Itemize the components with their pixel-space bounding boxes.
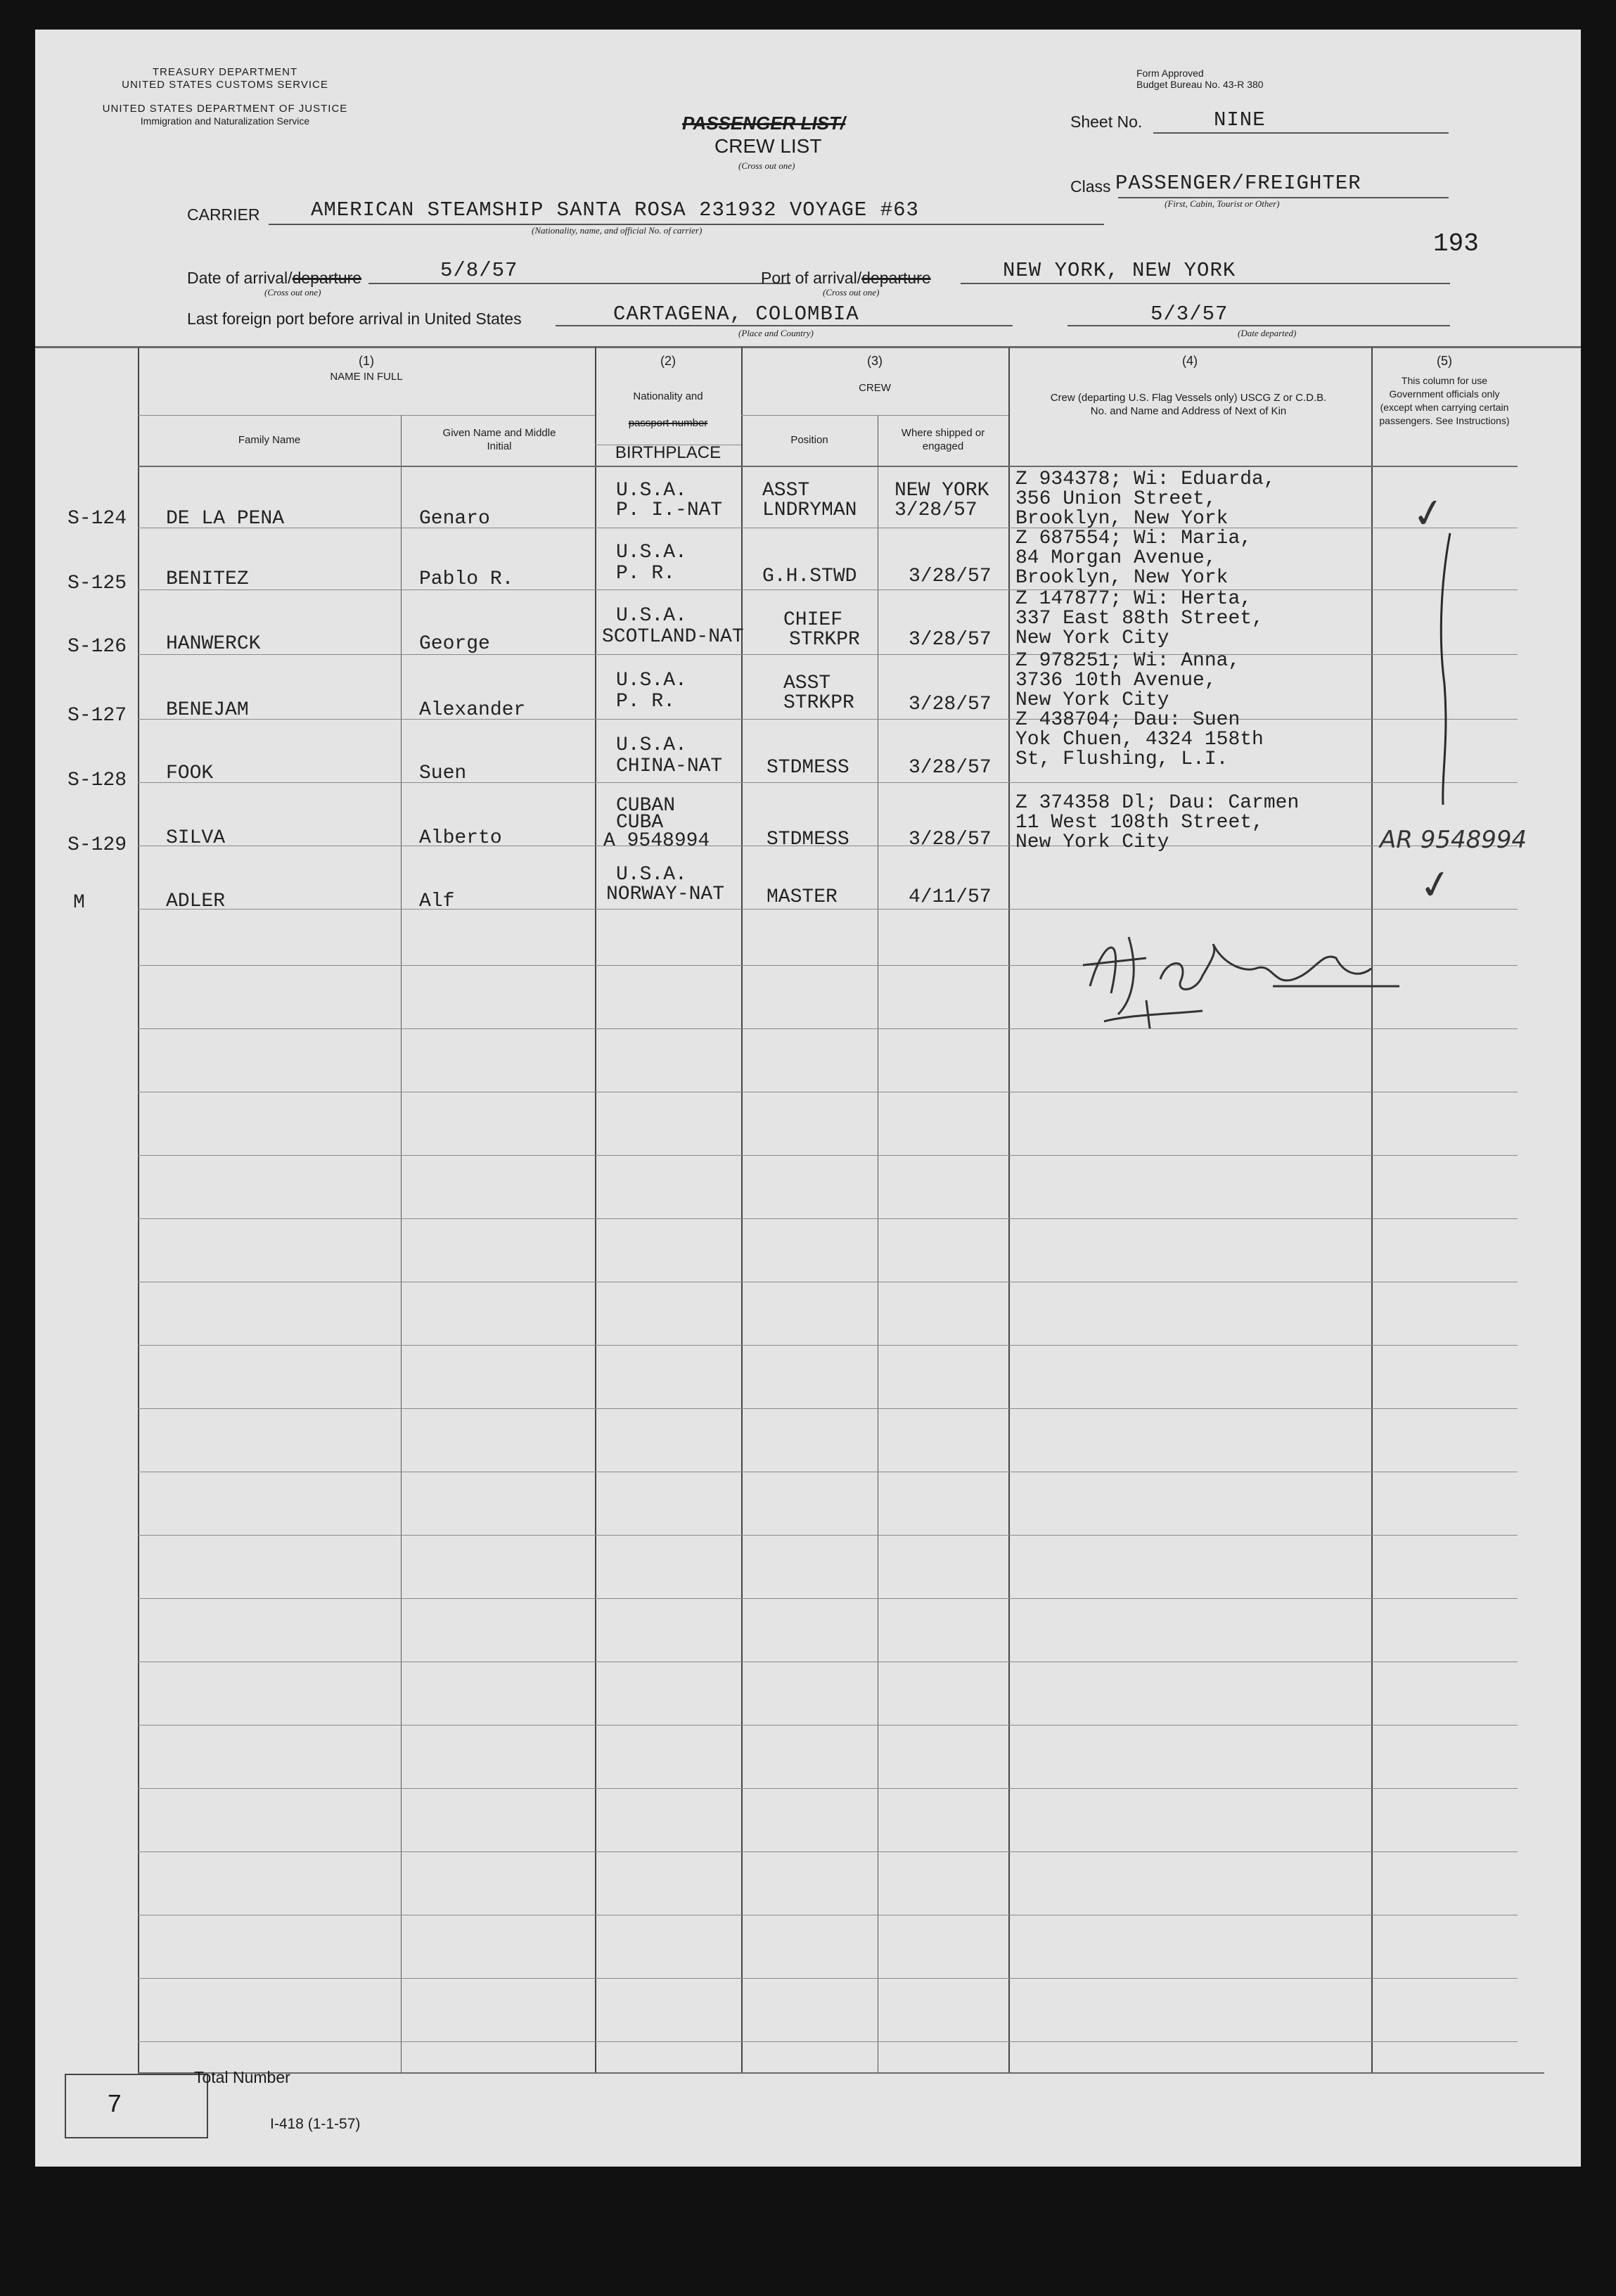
title-crew-list: CREW LIST <box>714 135 822 157</box>
nationality: U.S.A. <box>616 542 687 563</box>
bracket-mark-icon <box>1435 529 1456 810</box>
position: LNDRYMAN <box>762 499 857 521</box>
class-note: (First, Cabin, Tourist or Other) <box>1165 198 1280 209</box>
agency-treasury: TREASURY DEPARTMENT <box>152 66 298 78</box>
row-rule <box>138 1408 1518 1409</box>
signature-text: H. Ebaugh <box>1062 909 1065 910</box>
row-rule <box>138 589 1518 590</box>
shipped-date: 3/28/57 <box>909 566 992 587</box>
position: STDMESS <box>767 757 849 779</box>
where-shipped: NEW YORK <box>894 480 989 502</box>
row-code: S-129 <box>68 834 127 856</box>
departed-note: (Date departed) <box>1238 328 1297 338</box>
col3-num: (3) <box>867 354 883 368</box>
last-port-label: Last foreign port before arrival in United States <box>187 310 522 328</box>
kin-line1: Z 147877; Wi: Herta, <box>1015 588 1252 610</box>
last-port-note: (Place and Country) <box>738 328 814 338</box>
row-rule <box>138 1725 1518 1726</box>
row-rule <box>138 719 1518 720</box>
given-name: Suen <box>419 763 467 784</box>
given-name: Pablo R. <box>419 568 514 590</box>
shipped-date: 3/28/57 <box>909 829 992 850</box>
signature-image <box>1062 909 1428 1035</box>
position: MASTER <box>767 886 838 908</box>
row-code: M <box>73 892 85 914</box>
class-value: PASSENGER/FREIGHTER <box>1115 172 1361 195</box>
col1-title: NAME IN FULL <box>330 371 403 383</box>
col-given-name: Given Name and Middle Initial <box>442 427 556 452</box>
shipped-date: 4/11/57 <box>909 886 992 908</box>
kin-line1: Z 687554; Wi: Maria, <box>1015 528 1252 549</box>
kin-line3: Brooklyn, New York <box>1015 567 1229 589</box>
row-rule <box>138 1598 1518 1599</box>
col2-struck: passport number <box>628 417 708 429</box>
position-line1: ASST <box>783 672 831 694</box>
position: STRKPR <box>789 629 860 651</box>
port-value: NEW YORK, NEW YORK <box>1003 259 1236 282</box>
birthplace: NORWAY-NAT <box>606 884 725 905</box>
sheet-label: Sheet No. <box>1070 113 1143 131</box>
kin-line3: Brooklyn, New York <box>1015 508 1229 530</box>
kin-line3: New York City <box>1015 627 1169 649</box>
kin-line2: 356 Union Street, <box>1015 488 1217 510</box>
family-name: SILVA <box>166 827 226 849</box>
row-code: S-128 <box>68 770 127 791</box>
row-rule <box>138 782 1518 783</box>
date-note: (Cross out one) <box>264 287 321 298</box>
total-label: Total Number <box>194 2068 290 2086</box>
col4-num: (4) <box>1182 354 1198 368</box>
birthplace: CUBA <box>616 812 664 834</box>
position: STDMESS <box>767 829 849 850</box>
row-code: S-125 <box>68 573 127 594</box>
col-position: Position <box>790 434 828 446</box>
alien-number: A 9548994 <box>603 830 710 852</box>
col-family-name: Family Name <box>238 434 301 446</box>
row-rule <box>138 1218 1518 1219</box>
col1-num: (1) <box>359 354 374 368</box>
gov-note: AR 9548994 <box>1380 826 1527 854</box>
kin-line1: Z 374358 Dl; Dau: Carmen <box>1015 792 1300 814</box>
kin-line1: Z 438704; Dau: Suen <box>1015 709 1240 731</box>
kin-line2: 11 West 108th Street, <box>1015 812 1264 834</box>
nationality: U.S.A. <box>616 605 687 627</box>
nationality: U.S.A. <box>616 864 687 886</box>
kin-line2: 84 Morgan Avenue, <box>1015 547 1217 569</box>
row-rule <box>138 1978 1518 1979</box>
col2-title: Nationality and <box>633 390 703 402</box>
row-rule <box>138 1535 1518 1536</box>
family-name: HANWERCK <box>166 633 261 655</box>
col3-title: CREW <box>859 382 891 394</box>
total-value: 7 <box>107 2091 122 2119</box>
title-note: (Cross out one) <box>738 160 795 171</box>
family-name: ADLER <box>166 891 226 912</box>
date-label: Date of arrival/departure <box>187 269 362 287</box>
last-port-value: CARTAGENA, COLOMBIA <box>613 302 859 326</box>
row-rule <box>138 654 1518 655</box>
agency-ins: Immigration and Naturalization Service <box>140 115 310 127</box>
col2-birthplace: BIRTHPLACE <box>615 443 722 462</box>
port-label: Port of arrival/departure <box>761 269 931 287</box>
birthplace: SCOTLAND-NAT <box>602 626 744 648</box>
form-paper <box>35 30 1581 2167</box>
check-mark-icon: ✓ <box>1415 860 1456 911</box>
position-line1: ASST <box>762 480 810 502</box>
birthplace: P. I.-NAT <box>616 499 723 521</box>
nationality: U.S.A. <box>616 480 687 502</box>
birthplace: P. R. <box>616 563 676 585</box>
row-rule <box>138 1851 1518 1852</box>
family-name: FOOK <box>166 763 214 784</box>
row-rule <box>138 1155 1518 1156</box>
given-name: Alf <box>419 891 455 912</box>
given-name: Alexander <box>419 699 526 721</box>
kin-line2: 3736 10th Avenue, <box>1015 670 1217 691</box>
nationality: CUBAN <box>616 795 676 817</box>
given-name: George <box>419 633 490 655</box>
shipped-date: 3/28/57 <box>909 694 992 715</box>
row-rule <box>138 1788 1518 1789</box>
budget-bureau: Budget Bureau No. 43-R 380 <box>1136 79 1264 90</box>
title-passenger-list: PASSENGER LIST/ <box>682 113 846 134</box>
check-mark-icon: ✓ <box>1408 488 1449 540</box>
class-label: Class <box>1070 177 1111 196</box>
col-where-shipped: Where shipped or engaged <box>901 427 985 452</box>
shipped-date: 3/28/57 <box>909 757 992 779</box>
port-note: (Cross out one) <box>823 287 880 298</box>
family-name: BENEJAM <box>166 699 249 721</box>
kin-line1: Z 978251; Wi: Anna, <box>1015 650 1240 672</box>
position: G.H.STWD <box>762 566 857 587</box>
nationality: U.S.A. <box>616 734 687 756</box>
row-code: S-124 <box>68 508 127 530</box>
col2-num: (2) <box>660 354 676 368</box>
row-rule <box>138 1345 1518 1346</box>
row-code: S-127 <box>68 705 127 727</box>
kin-line1: Z 934378; Wi: Eduarda, <box>1015 468 1276 490</box>
total-box <box>65 2074 208 2138</box>
kin-line2: Yok Chuen, 4324 158th <box>1015 729 1264 751</box>
sheet-value: NINE <box>1214 108 1266 132</box>
position: STRKPR <box>783 692 854 714</box>
col4-title: Crew (departing U.S. Flag Vessels only) USCG Z or C.D.B. No. and Name and Address of Next of Kin <box>1050 392 1327 417</box>
carrier-value: AMERICAN STEAMSHIP SANTA ROSA 231932 VOYAGE #63 <box>311 198 919 222</box>
form-number: I-418 (1-1-57) <box>270 2116 361 2132</box>
col5-title: This column for use Government officials only (except when carrying certain passengers. See Instructions) <box>1379 375 1510 426</box>
row-code: S-126 <box>68 636 127 658</box>
table-bottom-rule <box>138 2072 1544 2074</box>
departed-value: 5/3/57 <box>1150 302 1229 326</box>
kin-line3: New York City <box>1015 689 1169 711</box>
col5-num: (5) <box>1437 354 1452 368</box>
date-value: 5/8/57 <box>440 259 518 282</box>
shipped-date: 3/28/57 <box>894 499 977 521</box>
birthplace: CHINA-NAT <box>616 755 723 777</box>
carrier-label: CARRIER <box>187 205 260 224</box>
family-name: BENITEZ <box>166 568 249 590</box>
nationality: U.S.A. <box>616 670 687 691</box>
kin-line2: 337 East 88th Street, <box>1015 608 1264 630</box>
form-approved: Form Approved <box>1136 68 1204 79</box>
kin-line3: New York City <box>1015 831 1169 853</box>
carrier-note: (Nationality, name, and official No. of carrier) <box>532 225 703 236</box>
row-rule <box>138 2041 1518 2042</box>
kin-line3: St, Flushing, L.I. <box>1015 748 1229 770</box>
given-name: Alberto <box>419 827 502 849</box>
page-number: 193 <box>1433 229 1479 258</box>
agency-customs: UNITED STATES CUSTOMS SERVICE <box>122 79 328 91</box>
birthplace: P. R. <box>616 691 676 713</box>
shipped-date: 3/28/57 <box>909 629 992 651</box>
given-name: Genaro <box>419 508 490 530</box>
position-line1: CHIEF <box>783 609 843 631</box>
agency-justice: UNITED STATES DEPARTMENT OF JUSTICE <box>102 103 348 115</box>
family-name: DE LA PENA <box>166 508 285 530</box>
